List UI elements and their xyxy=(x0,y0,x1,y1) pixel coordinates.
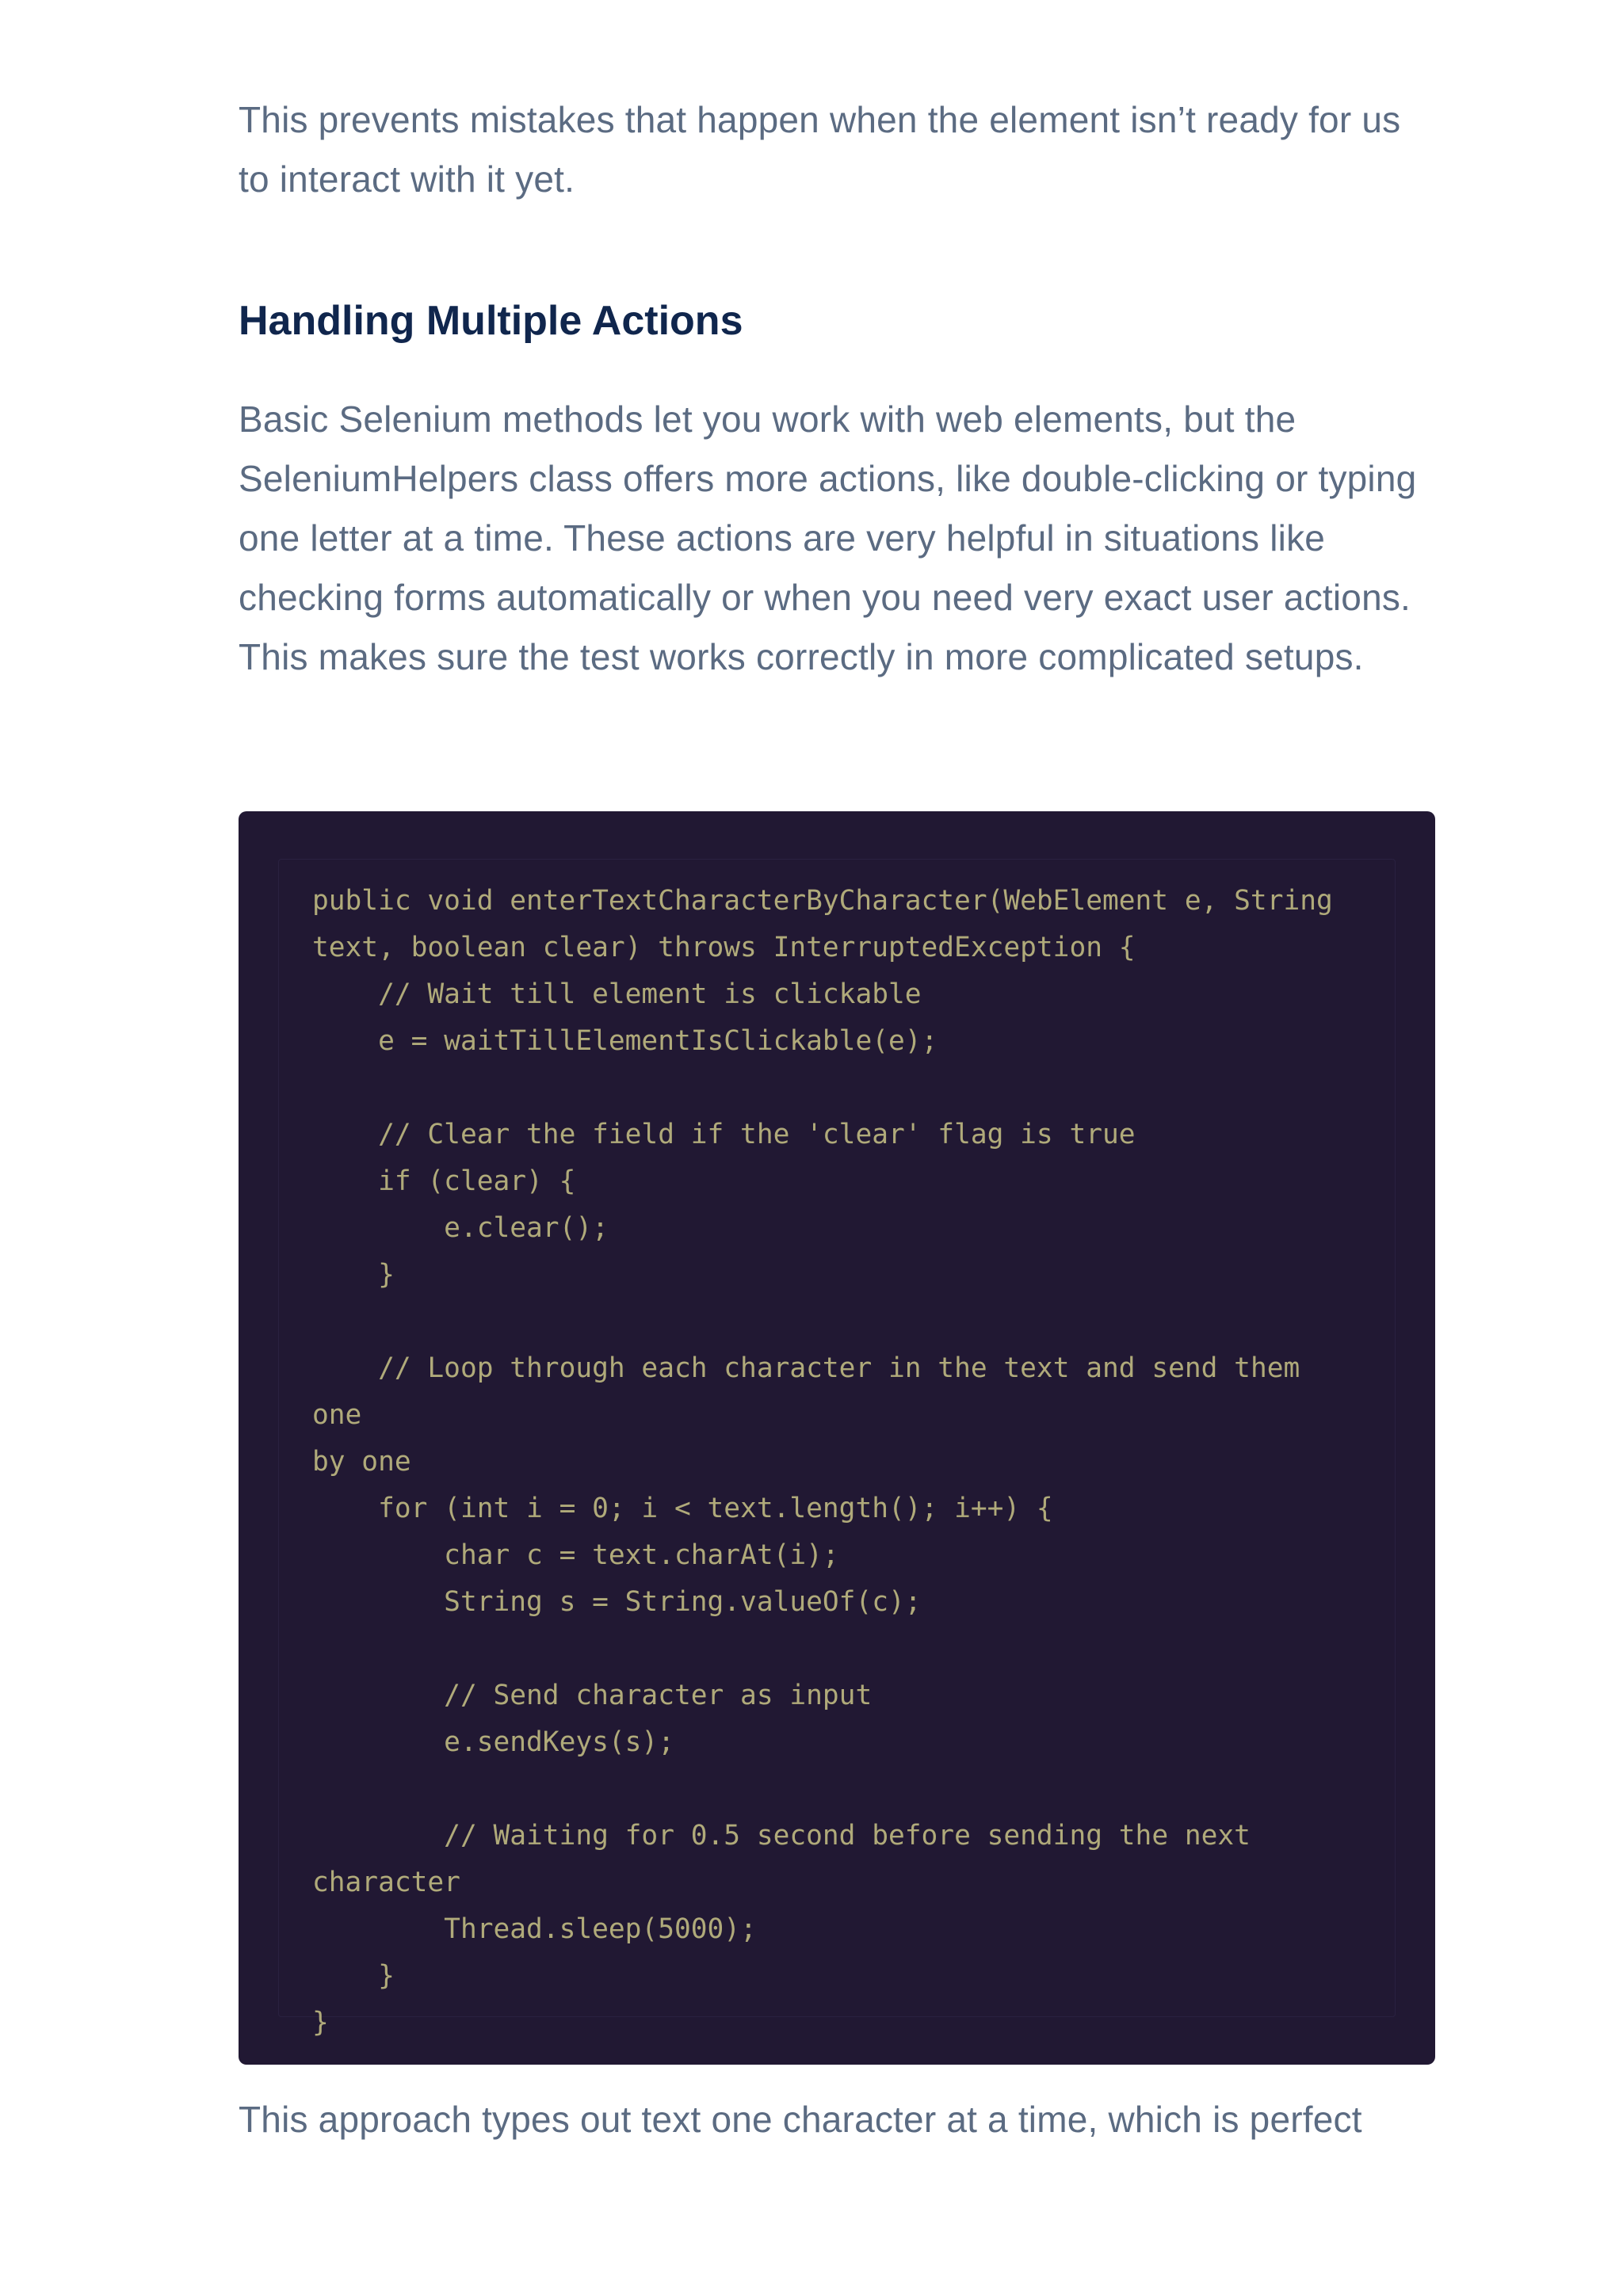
intro-paragraph: This prevents mistakes that happen when the element isn’t ready for us to interact with it yet. xyxy=(239,99,1401,200)
section-heading: Handling Multiple Actions xyxy=(239,298,743,344)
code-snippet[interactable]: public void enterTextCharacterByCharacter(WebElement e, String text, boolean clear) throws InterruptedException { // Wait till element is clickable e = waitTillElementIsClickable(e); // Clear the field if the 'clear' flag is true if (clear) { e.clear(); } // Loop through each character in the text and send them one by one for (int i = 0; i < text.length(); i++) { char c = text.charAt(i); String s = String.valueOf(c); // Send character as input e.sendKeys(s); // Waiting for 0.5 second before sending the next character Thread.sleep(5000); } } xyxy=(312,885,1333,2039)
closing-paragraph: This approach types out text one character at a time, which is perfect xyxy=(239,2099,1362,2140)
section-paragraph: Basic Selenium methods let you work with web elements, but the SeleniumHelpers class offers more actions, like double-clicking or typing one letter at a time. These actions are very helpful in situations like checking forms automatically or when you need very exact user actions. This makes sure the test works correctly in more complicated setups. xyxy=(239,399,1417,677)
code-block xyxy=(239,811,1435,2065)
